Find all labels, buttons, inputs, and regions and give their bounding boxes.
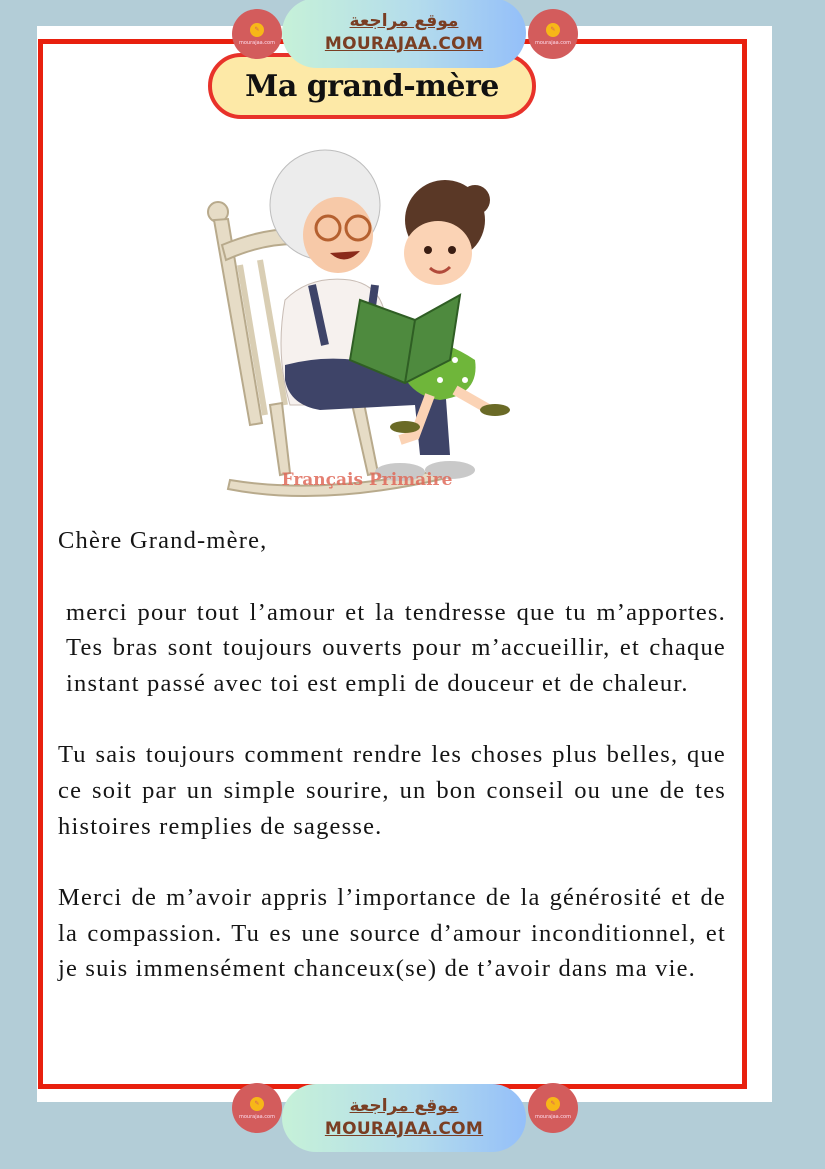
letter-body <box>58 523 726 1023</box>
site-logo-badge-left[interactable] <box>232 9 282 59</box>
logo-icon: ✎ <box>546 1097 560 1111</box>
site-arabic-name[interactable]: موقع مراجعة <box>349 11 459 31</box>
letter-paragraph-1: merci pour tout l’amour et la tendresse que tu m’apportes. Tes bras sont toujours ouverts pour m’accueillir, et chaque instant passé avec toi est empli de douceur et de chaleur. <box>66 598 726 697</box>
logo-icon: ✎ <box>546 23 560 37</box>
site-banner-top[interactable] <box>282 0 526 68</box>
site-arabic-name[interactable]: موقع مراجعة <box>349 1096 459 1116</box>
page-title: Ma grand-mère <box>245 68 499 104</box>
site-logo-badge-bottom-left[interactable] <box>232 1083 282 1133</box>
site-domain-link[interactable]: MOURAJAA.COM <box>324 1119 484 1139</box>
site-domain-link[interactable]: MOURAJAA.COM <box>324 34 484 54</box>
badge-caption: mourajaa.com <box>534 39 571 46</box>
letter-greeting: Chère Grand-mère, <box>58 527 268 554</box>
badge-caption: mourajaa.com <box>238 39 275 46</box>
badge-caption: mourajaa.com <box>238 1113 275 1120</box>
badge-caption: mourajaa.com <box>534 1113 571 1120</box>
grandmother-reading-illustration <box>200 135 520 505</box>
site-banner-bottom[interactable] <box>282 1084 526 1152</box>
watermark: Français Primaire <box>281 470 453 490</box>
site-logo-badge-bottom-right[interactable] <box>528 1083 578 1133</box>
letter-paragraph-3: Merci de m’avoir appris l’importance de la générosité et de la compassion. Tu es une source d’amour inconditionnel, et je suis immensément chanceux(se) de t’avoir dans ma vie. <box>58 884 726 983</box>
logo-icon: ✎ <box>250 23 264 37</box>
letter-paragraph-2: Tu sais toujours comment rendre les choses plus belles, que ce soit par un simple sourire, un bon conseil ou une de tes histoires remplies de sagesse. <box>58 741 726 840</box>
logo-icon: ✎ <box>250 1097 264 1111</box>
site-logo-badge-right[interactable] <box>528 9 578 59</box>
